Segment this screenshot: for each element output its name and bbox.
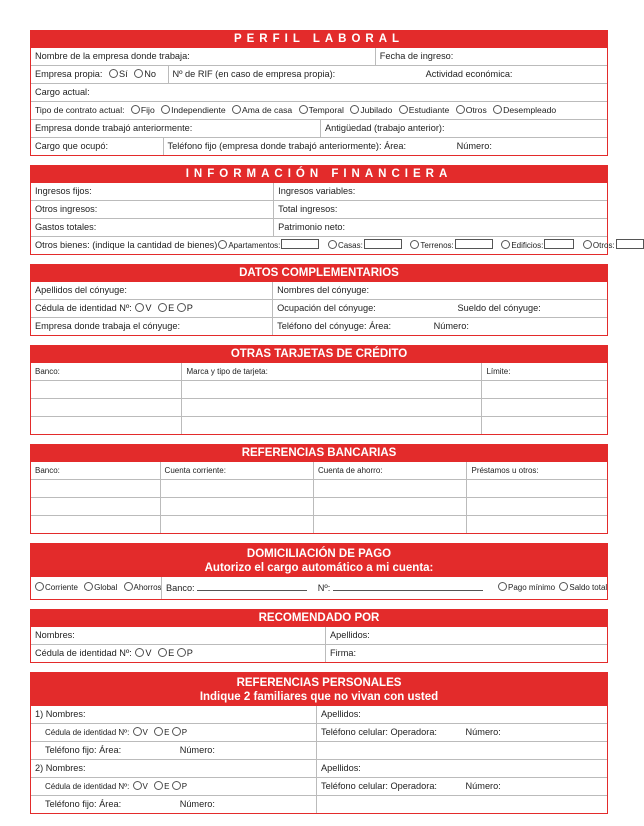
- recomendado-nombres-field[interactable]: Nombres:: [35, 630, 75, 640]
- bancaria-prestamos-header: Préstamos u otros:: [466, 462, 607, 479]
- corriente-label: Corriente: [45, 583, 78, 592]
- contrato-radio[interactable]: [350, 105, 359, 114]
- bancaria-cell[interactable]: [31, 498, 160, 515]
- recomendado-cedula-field: [31, 645, 325, 662]
- e-label: E: [164, 782, 170, 791]
- ref1-cedula-field: [31, 724, 316, 741]
- gastos-totales-field[interactable]: Gastos totales:: [35, 222, 97, 232]
- bien-radio[interactable]: [583, 240, 592, 249]
- contrato-temporal: Temporal: [308, 105, 344, 115]
- contrato-radio[interactable]: [131, 105, 140, 114]
- pago-minimo-label: Pago mínimo: [508, 583, 556, 592]
- tarjeta-banco-cell[interactable]: [31, 417, 181, 434]
- contrato-desempleado: Desempleado: [503, 105, 557, 115]
- bancaria-cell[interactable]: [466, 498, 607, 515]
- area-label: Área:: [369, 321, 392, 331]
- contrato-radio[interactable]: [493, 105, 502, 114]
- bien-radio[interactable]: [218, 240, 227, 249]
- celular-label: Teléfono celular:: [321, 727, 388, 737]
- v-radio[interactable]: [135, 303, 144, 312]
- tarjeta-banco-cell[interactable]: [31, 399, 181, 416]
- datos-complementarios-section: [30, 264, 608, 336]
- corriente-radio[interactable]: [35, 582, 44, 591]
- informacion-financiera-header: INFORMACIÓN FINANCIERA: [31, 166, 607, 183]
- v-label: V: [142, 782, 148, 791]
- bien-box[interactable]: [544, 239, 574, 249]
- perfil-laboral-section: [30, 30, 608, 156]
- tarjeta-limite-cell[interactable]: [481, 381, 607, 398]
- bien-radio[interactable]: [410, 240, 419, 249]
- contrato-otros: Otros: [465, 105, 487, 115]
- contrato-radio[interactable]: [399, 105, 408, 114]
- informacion-financiera-section: [30, 165, 615, 255]
- empresa-anterior-field[interactable]: Empresa donde trabajó anteriormente:: [35, 123, 193, 133]
- recomendado-firma-field[interactable]: Firma:: [325, 645, 607, 662]
- domiciliacion-title: DOMICILIACIÓN DE PAGO: [246, 548, 392, 560]
- patrimonio-field[interactable]: Patrimonio neto:: [273, 219, 607, 236]
- ingresos-fijos-field[interactable]: Ingresos fijos:: [35, 186, 92, 196]
- p-label: P: [186, 648, 193, 658]
- e-radio[interactable]: [158, 648, 167, 657]
- bancaria-corriente-header: Cuenta corriente:: [160, 462, 313, 479]
- bien-box[interactable]: [281, 239, 319, 249]
- recomendado-apellidos-field[interactable]: Apellidos:: [325, 627, 607, 644]
- numero-label: Número:: [465, 727, 501, 737]
- bancaria-cell[interactable]: [160, 498, 313, 515]
- p-label: P: [181, 782, 188, 791]
- bancaria-cell[interactable]: [313, 516, 466, 533]
- area-label: Área:: [99, 799, 122, 809]
- contrato-independiente: Independiente: [171, 105, 226, 115]
- si-radio[interactable]: [109, 69, 118, 78]
- telefono-conyuge-field[interactable]: [272, 318, 607, 335]
- ref2-celular-field[interactable]: [316, 778, 607, 795]
- global-radio[interactable]: [84, 582, 93, 591]
- referencias-personales-title: REFERENCIAS PERSONALES: [236, 677, 402, 689]
- antiguedad-field[interactable]: Antigüedad (trabajo anterior):: [320, 120, 607, 137]
- empresa-propia-field: [31, 66, 168, 83]
- recomendado-section: [30, 609, 608, 663]
- tipo-cuenta-field: [31, 577, 161, 599]
- numero-label: Número:: [433, 321, 469, 331]
- pago-minimo-radio[interactable]: [498, 582, 507, 591]
- domiciliacion-header: [31, 544, 607, 577]
- bien-box[interactable]: [364, 239, 402, 249]
- tarjeta-banco-header: Banco:: [35, 367, 60, 376]
- numero-label: Número:: [456, 141, 492, 151]
- no-radio[interactable]: [134, 69, 143, 78]
- v-label: V: [142, 728, 148, 737]
- v-radio[interactable]: [133, 727, 142, 736]
- bancaria-banco-header: Banco:: [35, 466, 60, 475]
- referencias-personales-subtitle: Indique 2 familiares que no vivan con usted: [199, 691, 439, 703]
- domiciliacion-banco-field[interactable]: [161, 577, 497, 599]
- v-radio[interactable]: [133, 781, 142, 790]
- cargo-actual-field[interactable]: Cargo actual:: [35, 87, 90, 97]
- empresa-propia-label: Empresa propia:: [35, 69, 103, 79]
- p-radio[interactable]: [172, 727, 181, 736]
- otros-bienes-field: [31, 237, 615, 254]
- bien-box[interactable]: [616, 239, 644, 249]
- bien-box[interactable]: [455, 239, 493, 249]
- saldo-total-label: Saldo total: [569, 583, 608, 592]
- no-label: No: [144, 69, 156, 79]
- e-radio[interactable]: [154, 781, 163, 790]
- ref1-fijo-field[interactable]: [31, 742, 316, 759]
- numero-label: Nº:: [317, 583, 331, 593]
- tarjeta-marca-cell[interactable]: [181, 399, 481, 416]
- bien-radio[interactable]: [501, 240, 510, 249]
- cedula-label: Cédula de identidad Nº:: [45, 782, 130, 791]
- global-label: Global: [94, 583, 118, 592]
- bancaria-cell[interactable]: [466, 516, 607, 533]
- bancaria-cell[interactable]: [31, 516, 160, 533]
- numero-label: Número:: [179, 799, 215, 809]
- referencias-personales-header: [31, 673, 607, 706]
- area-label: Área:: [99, 745, 122, 755]
- ahorros-label: Ahorros: [133, 583, 162, 592]
- area-label: Área:: [384, 141, 407, 151]
- contrato-ama-de-casa: Ama de casa: [242, 105, 293, 115]
- telefono-anterior-field[interactable]: [163, 138, 607, 155]
- domiciliacion-subtitle: Autorizo el cargo automático a mi cuenta:: [204, 562, 434, 574]
- ref2-cedula-field: [31, 778, 316, 795]
- bancaria-ahorro-header: Cuenta de ahorro:: [313, 462, 466, 479]
- numero-label: Número:: [465, 781, 501, 791]
- tipo-contrato-label: Tipo de contrato actual:: [35, 105, 125, 115]
- bancaria-cell[interactable]: [31, 480, 160, 497]
- otros-bienes-label: Otros bienes: (indique la cantidad de bienes): [35, 240, 218, 250]
- ref1-nombres-field[interactable]: 1) Nombres:: [35, 709, 86, 719]
- referencias-personales-section: [30, 672, 608, 814]
- tarjeta-banco-cell[interactable]: [31, 381, 181, 398]
- contrato-fijo: Fijo: [140, 105, 155, 115]
- referencias-bancarias-section: [30, 444, 608, 534]
- bien-apartamentos: Apartamentos:: [228, 241, 281, 250]
- telefono-conyuge-label: Teléfono del cónyuge:: [277, 321, 367, 331]
- bancaria-cell[interactable]: [160, 480, 313, 497]
- tarjeta-limite-cell[interactable]: [481, 417, 607, 434]
- ref2-fijo-field[interactable]: [31, 796, 316, 813]
- tarjeta-marca-cell[interactable]: [181, 381, 481, 398]
- ref1-celular-field[interactable]: [316, 724, 607, 741]
- recomendado-header: RECOMENDADO POR: [31, 610, 607, 627]
- e-label: E: [168, 303, 175, 313]
- cedula-label: Cédula de identidad Nº:: [45, 728, 130, 737]
- perfil-laboral-header: PERFIL LABORAL: [31, 31, 607, 48]
- otras-tarjetas-header: OTRAS TARJETAS DE CRÉDITO: [31, 346, 607, 363]
- referencias-bancarias-header: REFERENCIAS BANCARIAS: [31, 445, 607, 462]
- bancaria-cell[interactable]: [466, 480, 607, 497]
- nombres-conyuge-field[interactable]: Nombres del cónyuge:: [272, 282, 607, 299]
- fijo-label: Teléfono fijo:: [45, 799, 97, 809]
- celular-label: Teléfono celular:: [321, 781, 388, 791]
- numero-line[interactable]: [333, 581, 483, 591]
- fijo-label: Teléfono fijo:: [45, 745, 97, 755]
- otros-ingresos-field[interactable]: Otros ingresos:: [35, 204, 98, 214]
- tipo-contrato-field: [31, 102, 607, 119]
- v-label: V: [145, 303, 152, 313]
- form-page: [30, 30, 615, 823]
- empresa-trabaja-field[interactable]: Nombre de la empresa donde trabaja:: [35, 51, 190, 61]
- tarjeta-marca-header: Marca y tipo de tarjeta:: [181, 363, 481, 380]
- cedula-label: Cédula de identidad Nº:: [35, 303, 132, 313]
- bancaria-cell[interactable]: [160, 516, 313, 533]
- p-radio[interactable]: [177, 303, 186, 312]
- ocupacion-conyuge-field[interactable]: Ocupación del cónyuge:: [272, 300, 453, 317]
- e-label: E: [168, 648, 175, 658]
- rif-field[interactable]: Nº de RIF (en caso de empresa propia):: [168, 66, 400, 83]
- contrato-radio[interactable]: [299, 105, 308, 114]
- bancaria-cell[interactable]: [313, 498, 466, 515]
- cargo-ocupo-field[interactable]: Cargo que ocupó:: [35, 141, 109, 151]
- bien-radio[interactable]: [328, 240, 337, 249]
- operadora-label: Operadora:: [390, 727, 437, 737]
- otras-tarjetas-section: [30, 345, 608, 435]
- bien-casas: Casas:: [337, 241, 363, 250]
- tarjeta-marca-cell[interactable]: [181, 417, 481, 434]
- contrato-estudiante: Estudiante: [408, 105, 450, 115]
- p-radio[interactable]: [177, 648, 186, 657]
- bancaria-cell[interactable]: [313, 480, 466, 497]
- e-radio[interactable]: [158, 303, 167, 312]
- total-ingresos-field[interactable]: Total ingresos:: [273, 201, 607, 218]
- bien-edificios: Edificios:: [511, 241, 544, 250]
- v-radio[interactable]: [135, 648, 144, 657]
- v-label: V: [145, 648, 152, 658]
- saldo-total-radio[interactable]: [559, 582, 568, 591]
- telefono-anterior-label: Teléfono fijo (empresa donde trabajó anteriormente):: [167, 141, 382, 151]
- p-label: P: [181, 728, 188, 737]
- contrato-radio[interactable]: [456, 105, 465, 114]
- contrato-radio[interactable]: [232, 105, 241, 114]
- ref2-blank-cell[interactable]: [316, 796, 607, 813]
- empresa-conyuge-field[interactable]: Empresa donde trabaja el cónyuge:: [35, 321, 181, 331]
- cedula-conyuge-field: [31, 300, 272, 317]
- tarjeta-limite-header: Límite:: [481, 363, 607, 380]
- bien-terrenos: Terrenos:: [420, 241, 454, 250]
- cedula-label: Cédula de identidad Nº:: [35, 648, 132, 658]
- ref1-apellidos-field[interactable]: Apellidos:: [316, 706, 607, 723]
- banco-line[interactable]: [197, 581, 307, 591]
- actividad-field[interactable]: Actividad económica:: [425, 69, 513, 79]
- monto-field: [497, 577, 607, 599]
- tarjeta-limite-cell[interactable]: [481, 399, 607, 416]
- operadora-label: Operadora:: [390, 781, 437, 791]
- banco-label: Banco:: [166, 583, 195, 593]
- contrato-jubilado: Jubilado: [360, 105, 393, 115]
- contrato-radio[interactable]: [161, 105, 170, 114]
- e-radio[interactable]: [154, 727, 163, 736]
- bien-otros: Otros:: [592, 241, 615, 250]
- numero-label: Número:: [179, 745, 215, 755]
- domiciliacion-section: [30, 543, 608, 600]
- sueldo-conyuge-field[interactable]: Sueldo del cónyuge:: [457, 303, 541, 313]
- ref2-apellidos-field[interactable]: Apellidos:: [316, 760, 607, 777]
- si-label: Sí: [118, 69, 128, 79]
- ahorros-radio[interactable]: [124, 582, 133, 591]
- ref1-blank-cell[interactable]: [316, 742, 607, 759]
- apellidos-conyuge-field[interactable]: Apellidos del cónyuge:: [35, 285, 127, 295]
- p-label: P: [186, 303, 193, 313]
- datos-complementarios-header: DATOS COMPLEMENTARIOS: [31, 265, 607, 282]
- ingresos-variables-field[interactable]: Ingresos variables:: [273, 183, 607, 200]
- p-radio[interactable]: [172, 781, 181, 790]
- ref2-nombres-field[interactable]: 2) Nombres:: [35, 763, 86, 773]
- e-label: E: [164, 728, 170, 737]
- fecha-ingreso-field[interactable]: Fecha de ingreso:: [375, 48, 607, 65]
